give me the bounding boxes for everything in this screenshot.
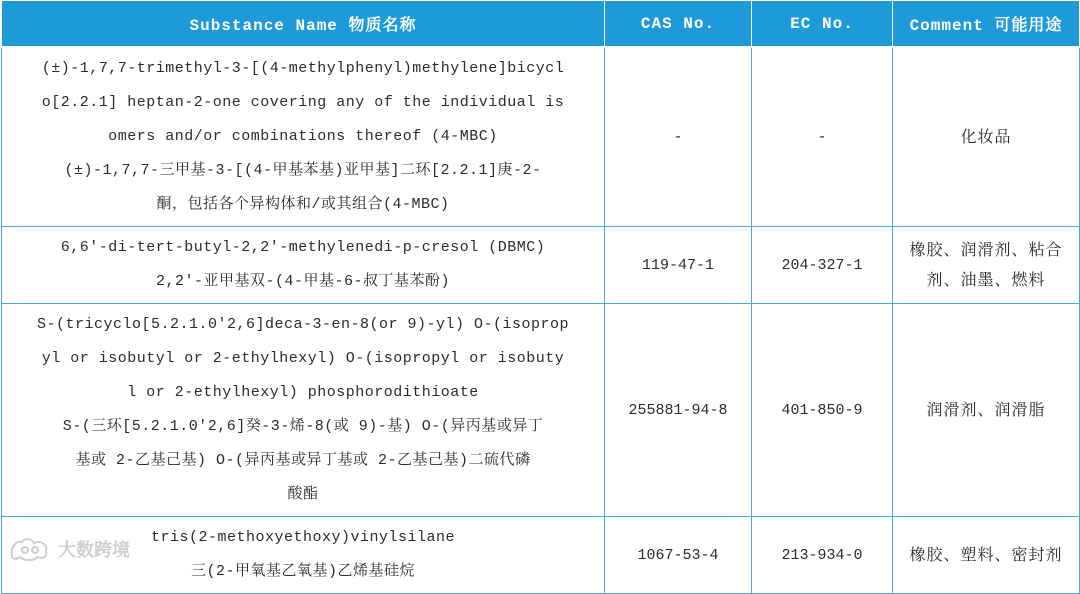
substance-name-line: S-(tricyclo[5.2.1.0'2,6]deca-3-en-8(or 9)-yl) O-(isoprop (36, 316, 570, 333)
substance-name-line: yl or isobutyl or 2-ethylhexyl) O-(isopropyl or isobuty (41, 350, 565, 367)
substance-name-cell (2, 304, 605, 517)
comment-cell: 润滑剂、润滑脂 (893, 304, 1080, 517)
substance-name-line: 6,6'-di-tert-butyl-2,2'-methylenedi-p-cresol (DBMC) (60, 239, 546, 256)
ec-number-cell: - (752, 47, 893, 227)
cas-number-cell: - (605, 47, 752, 227)
header-substance-name: Substance Name 物质名称 (2, 1, 605, 48)
substance-name-line: (±)-1,7,7-三甲基-3-[(4-甲基苯基)亚甲基]二环[2.2.1]庚-2- (64, 162, 542, 179)
watermark-logo-icon (8, 536, 52, 562)
table-body (2, 47, 1080, 594)
watermark (8, 536, 130, 562)
watermark-text: 大数跨境 (58, 540, 130, 561)
table-row (2, 47, 1080, 227)
table-row (2, 227, 1080, 304)
cas-number-cell: 255881-94-8 (605, 304, 752, 517)
table-header (2, 1, 1080, 48)
cas-number-cell: 119-47-1 (605, 227, 752, 304)
header-comment: Comment 可能用途 (893, 1, 1080, 48)
comment-cell: 化妆品 (893, 47, 1080, 227)
substance-name-line: o[2.2.1] heptan-2-one covering any of the individual is (41, 94, 565, 111)
substance-name-cell (2, 47, 605, 227)
substance-name-line: omers and/or combinations thereof (4-MBC) (108, 128, 498, 145)
substance-name-line: 2,2'-亚甲基双-(4-甲基-6-叔丁基苯酚) (155, 273, 451, 290)
substance-name-line: (±)-1,7,7-trimethyl-3-[(4-methylphenyl)methylene]bicycl (41, 60, 565, 77)
table-row (2, 304, 1080, 517)
substance-name-line: l or 2-ethylhexyl) phosphorodithioate (127, 384, 479, 401)
cas-number-cell: 1067-53-4 (605, 517, 752, 594)
substance-table (1, 0, 1080, 594)
substance-name-line: 基或 2-乙基己基) O-(异丙基或异丁基或 2-乙基己基)二硫代磷 (75, 452, 531, 469)
substance-name-cell (2, 227, 605, 304)
table-row (2, 517, 1080, 594)
substance-name-line: 三(2-甲氧基乙氧基)乙烯基硅烷 (190, 563, 415, 580)
ec-number-cell: 213-934-0 (752, 517, 893, 594)
substance-name-line: 酮，包括各个异构体和/或其组合(4-MBC) (156, 196, 450, 213)
ec-number-cell: 401-850-9 (752, 304, 893, 517)
ec-number-cell: 204-327-1 (752, 227, 893, 304)
header-cas-no: CAS No. (605, 1, 752, 48)
substance-name-line: S-(三环[5.2.1.0'2,6]癸-3-烯-8(或 9)-基) O-(异丙基或异丁 (62, 418, 544, 435)
comment-cell: 橡胶、塑料、密封剂 (893, 517, 1080, 594)
comment-cell: 橡胶、润滑剂、粘合剂、油墨、燃料 (893, 227, 1080, 304)
substance-name-line: tris(2-methoxyethoxy)vinylsilane (150, 529, 456, 546)
header-ec-no: EC No. (752, 1, 893, 48)
substance-name-line: 酸酯 (287, 486, 319, 503)
header-row (2, 1, 1080, 48)
